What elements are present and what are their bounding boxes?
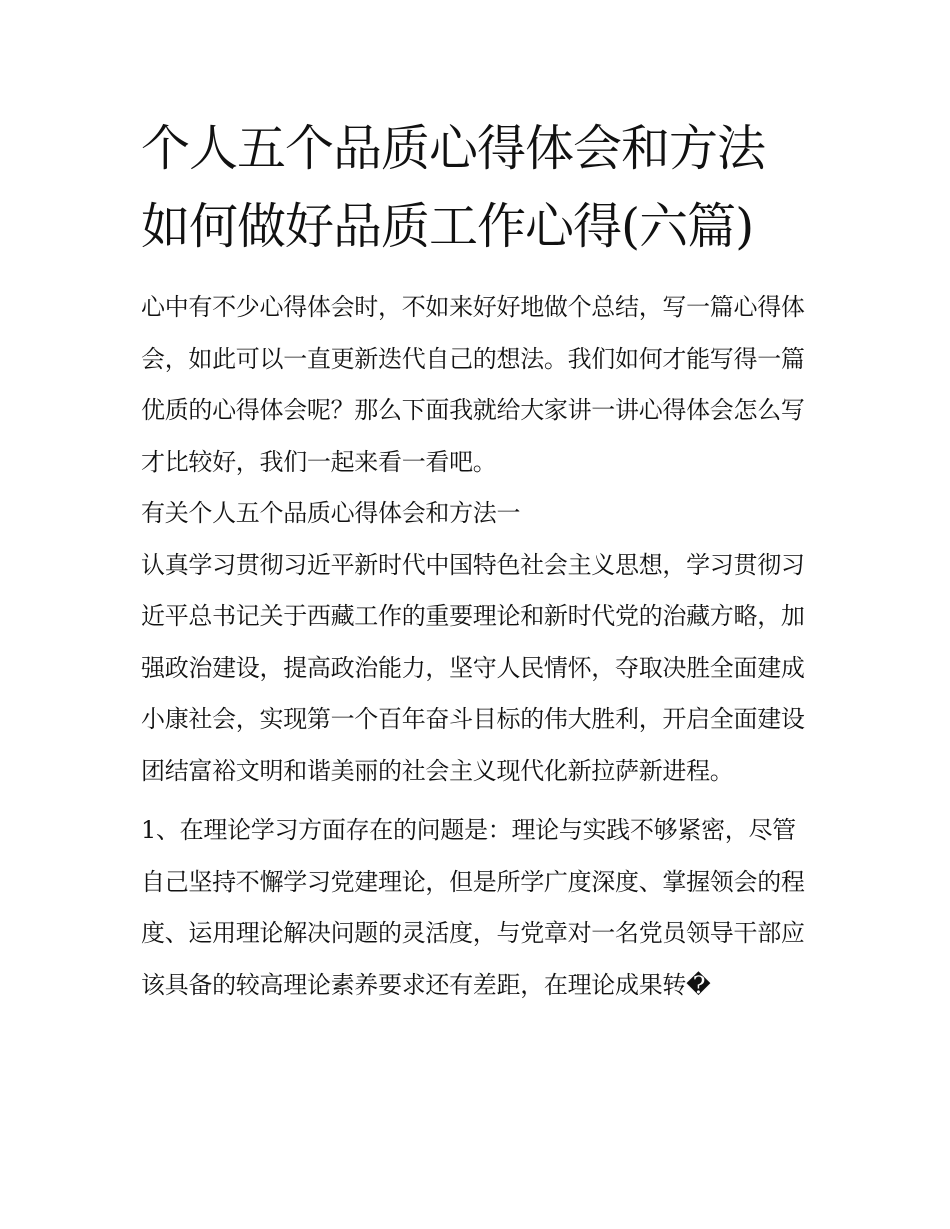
numbered-paragraph: 1、在理论学习方面存在的问题是：理论与实践不够紧密，尽管自己坚持不懈学习党建理论，但是所学广度深度、掌握领会的程度、运用理论解决问题的灵活度，与党章对一名党员领导干部应该具备的较高理论素养要求还有差距，在理论成果转� [141,816,805,999]
section-heading: 有关个人五个品质心得体会和方法一 [141,499,521,527]
intro-paragraph: 心中有不少心得体会时，不如来好好地做个总结，写一篇心得体会，如此可以一直更新迭代自己的想法。我们如何才能写得一篇优质的心得体会呢？那么下面我就给大家讲一讲心得体会怎么写才比较好，我们一起来看一看吧。 [141,293,805,476]
title-line-2: 如何做好品质工作心得(六篇) [141,198,754,255]
document-body [141,110,813,1011]
body-paragraph: 认真学习贯彻习近平新时代中国特色社会主义思想，学习贯彻习近平总书记关于西藏工作的重要理论和新时代党的治藏方略，加强政治建设，提高政治能力，坚守人民情怀，夺取决胜全面建成小康社会，实现第一个百年奋斗目标的伟大胜利，开启全面建设团结富裕文明和谐美丽的社会主义现代化新拉萨新进程。 [141,550,805,785]
document-title [141,110,813,266]
title-line-1: 个人五个品质心得体会和方法 [141,120,766,177]
